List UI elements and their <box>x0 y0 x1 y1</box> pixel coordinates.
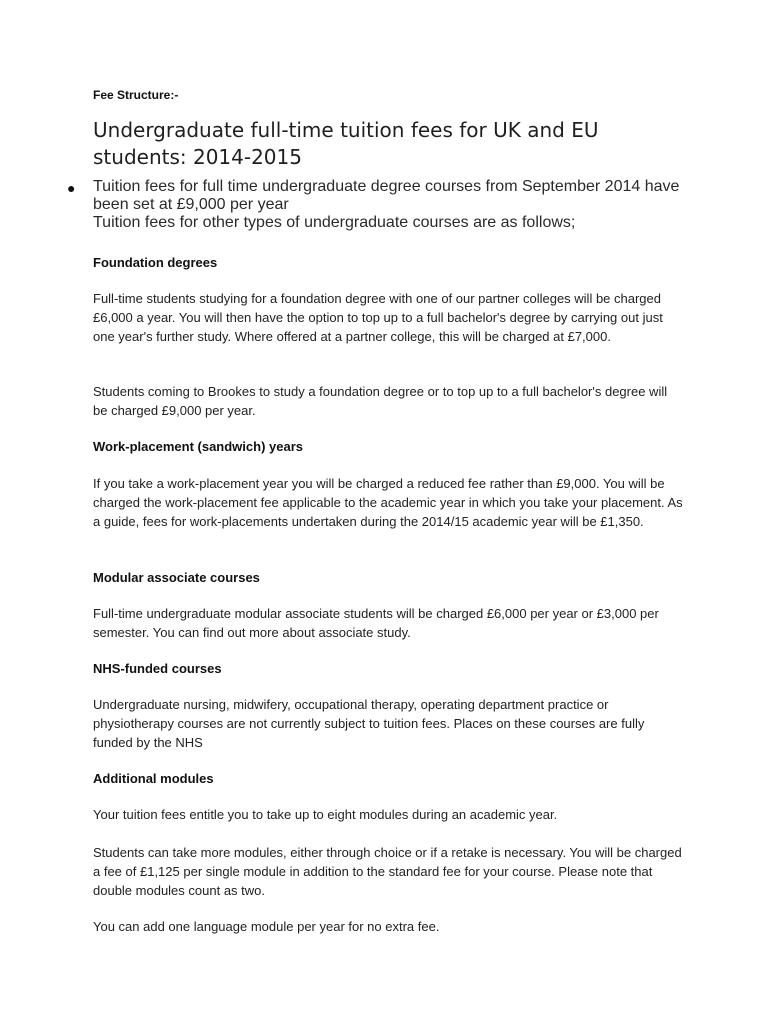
intro-bullet-text: Tuition fees for full time undergraduate degree courses from September 2014 have been set at £9,000 per year <box>93 178 680 213</box>
paragraph-work-placement: If you take a work-placement year you will be charged a reduced fee rather than £9,000. You will be charged the work-placement fee applicable to the academic year in which you take your placement. As a guide, fees for work-placements undertaken during the 2014/15 academic year will be £1,350. <box>93 476 683 529</box>
paragraph-foundation-1: Full-time students studying for a foundation degree with one of our partner colleges will be charged £6,000 a year. You will then have the option to top up to a full bachelor's degree by carrying out just one year's further study. Where offered at a partner college, this will be charged at £7,000. <box>93 291 663 344</box>
heading-foundation-degrees: Foundation degrees <box>93 255 218 270</box>
paragraph-nhs-funded: Undergraduate nursing, midwifery, occupational therapy, operating department practice or physiotherapy courses are not currently subject to tuition fees. Places on these courses are fully funded by the NHS <box>93 697 645 750</box>
heading-additional-modules: Additional modules <box>93 771 214 786</box>
paragraph-foundation-2: Students coming to Brookes to study a foundation degree or to top up to a full bachelor's degree will be charged £9,000 per year. <box>93 384 668 418</box>
paragraph-additional-modules-3: You can add one language module per year for no extra fee. <box>93 919 440 934</box>
heading-modular-associate: Modular associate courses <box>93 570 260 585</box>
intro-bullet <box>67 178 683 232</box>
bullet-icon: ● <box>67 180 76 196</box>
heading-work-placement: Work-placement (sandwich) years <box>93 439 303 454</box>
intro-follow-text: Tuition fees for other types of undergraduate courses are as follows; <box>93 214 576 231</box>
paragraph-additional-modules-2: Students can take more modules, either through choice or if a retake is necessary. You will be charged a fee of £1,125 per single module in addition to the standard fee for your course. Please note that double modules count as two. <box>93 845 682 898</box>
paragraph-additional-modules-1: Your tuition fees entitle you to take up to eight modules during an academic year. <box>93 807 558 822</box>
paragraph-modular-associate: Full-time undergraduate modular associate students will be charged £6,000 per year or £3,000 per semester. You can find out more about associate study. <box>93 606 659 640</box>
page-title: Undergraduate full-time tuition fees for UK and EU students: 2014-2015 <box>93 118 599 169</box>
fee-structure-label: Fee Structure:- <box>93 88 179 102</box>
heading-nhs-funded: NHS-funded courses <box>93 661 222 676</box>
